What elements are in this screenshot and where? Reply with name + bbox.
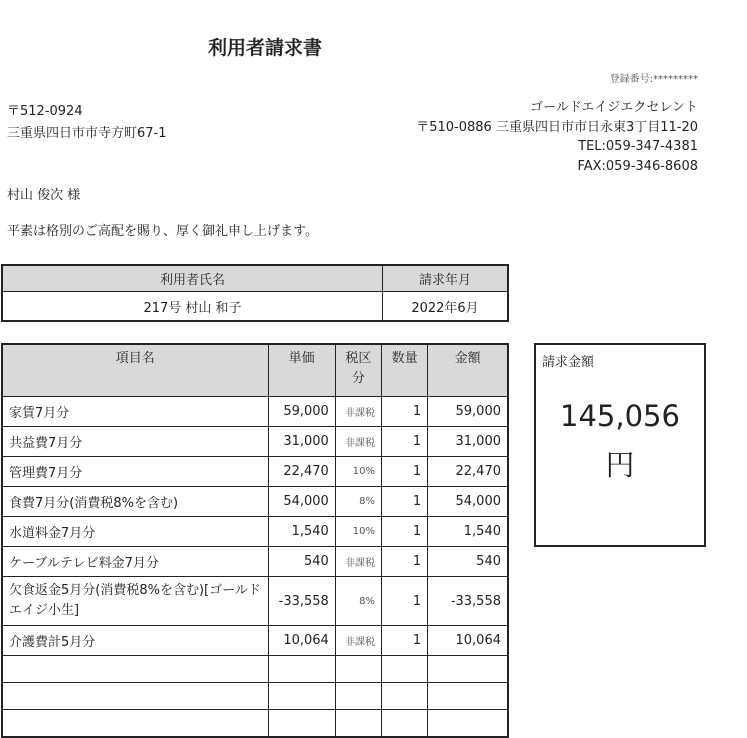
- table-row: [2, 547, 508, 577]
- empty-cell: [381, 683, 427, 710]
- amount: 540: [428, 547, 508, 577]
- empty-cell: [268, 656, 335, 683]
- billing-month-header: 請求年月: [383, 265, 509, 292]
- recipient-postal: 〒512-0924: [7, 104, 83, 119]
- user-name-header: 利用者氏名: [2, 265, 383, 292]
- item-name: 家賃7月分: [2, 397, 268, 427]
- empty-cell: [335, 683, 381, 710]
- registration-number: 登録番号:*********: [609, 74, 698, 85]
- invoice-title: 利用者請求書: [207, 37, 322, 59]
- item-name: 管理費7月分: [2, 457, 268, 487]
- table-row: [2, 427, 508, 457]
- item-name: 水道料金7月分: [2, 517, 268, 547]
- tax-category: 10%: [335, 457, 381, 487]
- tax-category: 8%: [335, 577, 381, 626]
- issuer-tel: TEL:059-347-4381: [578, 139, 698, 154]
- total-value: 145,056: [560, 399, 680, 433]
- empty-cell: [335, 656, 381, 683]
- tax-category: 非課税: [335, 397, 381, 427]
- quantity: 1: [381, 487, 427, 517]
- empty-cell: [2, 656, 268, 683]
- amount: 59,000: [428, 397, 508, 427]
- table-row: [2, 517, 508, 547]
- quantity: 1: [381, 547, 427, 577]
- unit-price: 31,000: [268, 427, 335, 457]
- amount-header: 金額: [428, 344, 508, 397]
- item-name: 欠食返金5月分(消費税8%を含む)[ゴールドエイジ小生]: [2, 577, 268, 626]
- tax-category: 非課税: [335, 427, 381, 457]
- table-row: [2, 626, 508, 656]
- recipient-name: 村山 俊次 様: [7, 188, 81, 203]
- total-amount-box: [534, 343, 706, 547]
- unit-price: 54,000: [268, 487, 335, 517]
- empty-cell: [268, 710, 335, 738]
- user-name-value: 217号 村山 和子: [2, 292, 383, 322]
- quantity: 1: [381, 626, 427, 656]
- empty-cell: [428, 683, 508, 710]
- empty-row: [2, 683, 508, 710]
- empty-cell: [335, 710, 381, 738]
- user-info-table: [1, 264, 509, 322]
- unit-price: -33,558: [268, 577, 335, 626]
- empty-cell: [428, 710, 508, 738]
- unit-price: 540: [268, 547, 335, 577]
- amount: 10,064: [428, 626, 508, 656]
- amount: 1,540: [428, 517, 508, 547]
- issuer-block: [416, 98, 698, 176]
- unit-price-header: 単価: [268, 344, 335, 397]
- empty-cell: [2, 683, 268, 710]
- item-name: 共益費7月分: [2, 427, 268, 457]
- table-row: [2, 577, 508, 626]
- tax-category: 10%: [335, 517, 381, 547]
- unit-price: 10,064: [268, 626, 335, 656]
- table-row: [2, 457, 508, 487]
- table-row: [2, 397, 508, 427]
- tax-category-header: 税区分: [335, 344, 381, 397]
- unit-price: 59,000: [268, 397, 335, 427]
- amount: -33,558: [428, 577, 508, 626]
- empty-cell: [268, 683, 335, 710]
- tax-category: 非課税: [335, 547, 381, 577]
- tax-category: 8%: [335, 487, 381, 517]
- quantity: 1: [381, 517, 427, 547]
- issuer-address: 〒510-0886 三重県四日市市日永東3丁目11-20: [416, 119, 698, 135]
- items-table: [1, 343, 509, 738]
- empty-row: [2, 710, 508, 738]
- total-unit: 円: [605, 448, 635, 482]
- unit-price: 22,470: [268, 457, 335, 487]
- item-name: 食費7月分(消費税8%を含む): [2, 487, 268, 517]
- amount: 54,000: [428, 487, 508, 517]
- tax-category: 非課税: [335, 626, 381, 656]
- empty-cell: [381, 710, 427, 738]
- empty-row: [2, 656, 508, 683]
- total-label: 請求金額: [542, 355, 595, 370]
- empty-cell: [2, 710, 268, 738]
- item-name-header: 項目名: [2, 344, 268, 397]
- item-name: ケーブルテレビ料金7月分: [2, 547, 268, 577]
- recipient-street: 三重県四日市市寺方町67-1: [7, 126, 167, 141]
- greeting-text: 平素は格別のご高配を賜り、厚く御礼申し上げます。: [7, 224, 318, 239]
- item-name: 介護費計5月分: [2, 626, 268, 656]
- quantity-header: 数量: [381, 344, 427, 397]
- empty-cell: [428, 656, 508, 683]
- amount: 22,470: [428, 457, 508, 487]
- amount: 31,000: [428, 427, 508, 457]
- quantity: 1: [381, 427, 427, 457]
- unit-price: 1,540: [268, 517, 335, 547]
- issuer-fax: FAX:059-346-8608: [577, 158, 698, 174]
- quantity: 1: [381, 457, 427, 487]
- empty-cell: [381, 656, 427, 683]
- billing-month-value: 2022年6月: [383, 292, 509, 322]
- quantity: 1: [381, 577, 427, 626]
- issuer-name: ゴールドエイジエクセレント: [530, 100, 698, 115]
- quantity: 1: [381, 397, 427, 427]
- table-row: [2, 487, 508, 517]
- recipient-address: [7, 101, 167, 145]
